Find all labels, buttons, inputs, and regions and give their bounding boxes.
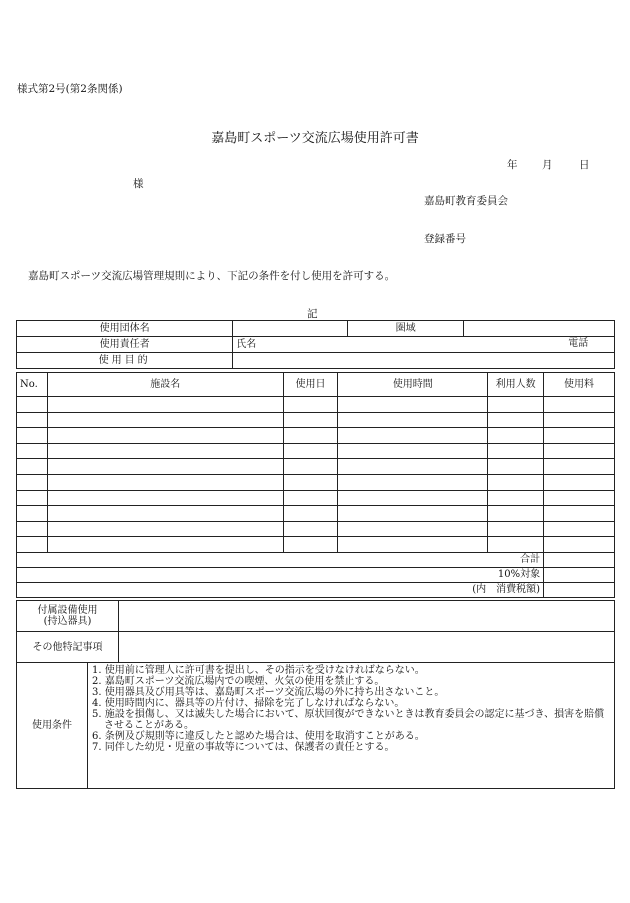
- time-cell[interactable]: [338, 459, 488, 475]
- ki-label: 記: [307, 308, 318, 320]
- time-cell[interactable]: [338, 428, 488, 444]
- area-label: 圏域: [347, 321, 464, 337]
- people-cell[interactable]: [488, 459, 544, 475]
- facility-cell[interactable]: [47, 490, 283, 506]
- condition-item-1: 1. 使用前に管理人に許可書を提出し、その指示を受けなければならない。: [92, 665, 425, 676]
- time-cell[interactable]: [338, 474, 488, 490]
- intro-text: 嘉島町スポーツ交流広場管理規則により、下記の条件を付し使用を許可する。: [28, 270, 396, 282]
- date-cell[interactable]: [283, 428, 338, 444]
- equipment-label-line2: (持込器具): [43, 616, 92, 627]
- time-cell[interactable]: [338, 397, 488, 413]
- people-cell[interactable]: [488, 443, 544, 459]
- col-header-date: 使用日: [283, 373, 338, 397]
- tax-target-label: 10%対象: [17, 567, 544, 582]
- facility-cell[interactable]: [47, 521, 283, 537]
- fee-cell[interactable]: [544, 443, 615, 459]
- group-name-field[interactable]: [233, 321, 348, 337]
- condition-item-5: 5. 施設を損傷し、又は滅失した場合において、原状回復ができないときは教育委員会の認定に基づき、損害を賠償させることがある。: [92, 709, 605, 731]
- date-cell[interactable]: [283, 490, 338, 506]
- fee-cell[interactable]: [544, 521, 615, 537]
- extras-table: [16, 600, 615, 663]
- phone-label: 電話: [568, 338, 589, 349]
- name-label: 氏名: [236, 339, 257, 350]
- conditions-label: 使用条件: [17, 663, 88, 789]
- facility-row: [17, 506, 615, 522]
- facility-cell[interactable]: [47, 428, 283, 444]
- condition-item-4: 4. 使用時間内に、器具等の片付け、掃除を完了しなければならない。: [92, 698, 405, 709]
- condition-item-7: 7. 同伴した幼児・児童の事故等については、保護者の責任とする。: [92, 742, 395, 753]
- no-cell[interactable]: [17, 428, 48, 444]
- col-header-fee: 使用料: [544, 373, 615, 397]
- facility-cell[interactable]: [47, 474, 283, 490]
- user-info-table: [16, 320, 615, 369]
- col-header-time: 使用時間: [338, 373, 488, 397]
- people-cell[interactable]: [488, 412, 544, 428]
- date-cell[interactable]: [283, 443, 338, 459]
- equipment-label-line1: 付属設備使用: [37, 605, 98, 616]
- document-title: 嘉島町スポーツ交流広場使用許可書: [211, 131, 419, 146]
- date-year-label: 年: [507, 159, 518, 171]
- condition-item-3: 3. 使用器具及び用具等は、嘉島町スポーツ交流広場の外に持ち出さないこと。: [92, 687, 445, 698]
- condition-item-6: 6. 条例及び規則等に違反したと認めた場合は、使用を取消すことがある。: [92, 731, 425, 742]
- time-cell[interactable]: [338, 490, 488, 506]
- tax-target-field[interactable]: [544, 567, 615, 582]
- fee-cell[interactable]: [544, 412, 615, 428]
- conditions-table: [16, 662, 615, 789]
- no-cell[interactable]: [17, 459, 48, 475]
- fee-cell[interactable]: [544, 459, 615, 475]
- time-cell[interactable]: [338, 412, 488, 428]
- col-header-facility: 施設名: [47, 373, 283, 397]
- total-field[interactable]: [544, 552, 615, 567]
- tax-amount-field[interactable]: [544, 582, 615, 597]
- fee-cell[interactable]: [544, 397, 615, 413]
- date-cell[interactable]: [283, 506, 338, 522]
- recipient-suffix: 様: [133, 178, 144, 190]
- group-name-label: 使用団体名: [17, 321, 233, 337]
- conditions-list: [88, 663, 615, 789]
- date-cell[interactable]: [283, 474, 338, 490]
- facility-row: [17, 490, 615, 506]
- facility-row: [17, 474, 615, 490]
- people-cell[interactable]: [488, 537, 544, 553]
- facility-row: [17, 521, 615, 537]
- time-cell[interactable]: [338, 537, 488, 553]
- total-label: 合計: [17, 552, 544, 567]
- people-cell[interactable]: [488, 428, 544, 444]
- no-cell[interactable]: [17, 474, 48, 490]
- date-month-label: 月: [542, 159, 553, 171]
- date-cell[interactable]: [283, 412, 338, 428]
- equipment-label: [17, 601, 119, 632]
- notes-field[interactable]: [119, 632, 615, 663]
- condition-item-2: 2. 嘉島町スポーツ交流広場内での喫煙、火気の使用を禁止する。: [92, 676, 385, 687]
- date-cell[interactable]: [283, 459, 338, 475]
- facility-cell[interactable]: [47, 443, 283, 459]
- no-cell[interactable]: [17, 521, 48, 537]
- facility-header-row: [17, 373, 615, 397]
- no-cell[interactable]: [17, 506, 48, 522]
- no-cell[interactable]: [17, 537, 48, 553]
- form-number: 様式第2号(第2条関係): [17, 83, 123, 95]
- people-cell[interactable]: [488, 490, 544, 506]
- facility-cell[interactable]: [47, 412, 283, 428]
- no-cell[interactable]: [17, 443, 48, 459]
- people-cell[interactable]: [488, 474, 544, 490]
- time-cell[interactable]: [338, 506, 488, 522]
- date-cell[interactable]: [283, 537, 338, 553]
- issuer-name: 嘉島町教育委員会: [424, 195, 508, 207]
- facility-row: [17, 443, 615, 459]
- people-cell[interactable]: [488, 521, 544, 537]
- col-header-people: 利用人数: [488, 373, 544, 397]
- facility-table: [16, 372, 615, 598]
- col-header-no: No.: [17, 373, 48, 397]
- facility-cell[interactable]: [47, 506, 283, 522]
- purpose-label: 使用目的: [17, 353, 233, 369]
- time-cell[interactable]: [338, 443, 488, 459]
- no-cell[interactable]: [17, 397, 48, 413]
- people-cell[interactable]: [488, 397, 544, 413]
- facility-cell[interactable]: [47, 397, 283, 413]
- date-cell[interactable]: [283, 521, 338, 537]
- fee-cell[interactable]: [544, 490, 615, 506]
- people-cell[interactable]: [488, 506, 544, 522]
- facility-cell[interactable]: [47, 537, 283, 553]
- fee-cell[interactable]: [544, 428, 615, 444]
- equipment-field[interactable]: [119, 601, 615, 632]
- facility-row: [17, 459, 615, 475]
- manager-label: 使用責任者: [17, 337, 233, 353]
- time-cell[interactable]: [338, 521, 488, 537]
- area-field[interactable]: [464, 321, 615, 337]
- facility-cell[interactable]: [47, 459, 283, 475]
- no-cell[interactable]: [17, 412, 48, 428]
- notes-label: その他特記事項: [17, 632, 119, 663]
- tax-amount-label: (内 消費税額): [17, 582, 544, 597]
- facility-row: [17, 412, 615, 428]
- fee-cell[interactable]: [544, 474, 615, 490]
- purpose-field[interactable]: [233, 353, 615, 369]
- facility-row: [17, 537, 615, 553]
- date-cell[interactable]: [283, 397, 338, 413]
- registration-number-label: 登録番号: [424, 233, 466, 245]
- fee-cell[interactable]: [544, 506, 615, 522]
- date-day-label: 日: [579, 159, 590, 171]
- facility-row: [17, 397, 615, 413]
- no-cell[interactable]: [17, 490, 48, 506]
- fee-cell[interactable]: [544, 537, 615, 553]
- manager-field[interactable]: [233, 337, 615, 353]
- facility-row: [17, 428, 615, 444]
